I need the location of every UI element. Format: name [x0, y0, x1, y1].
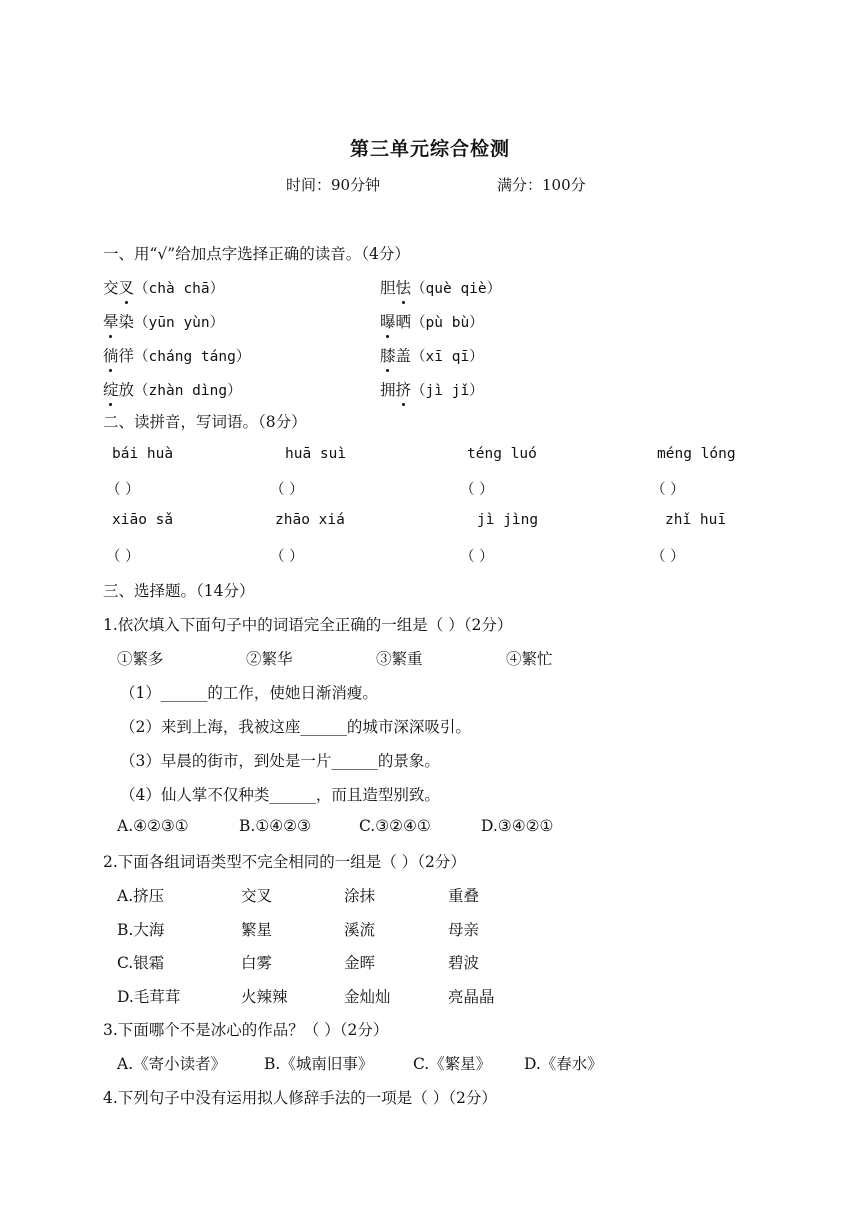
fill-sentence: （2）来到上海，我被这座______的城市深深吸引。 — [120, 718, 471, 736]
pinyin-label: téng luó — [467, 446, 537, 462]
question-3-stem: 3.下面哪个不是冰心的作品？（ ）（2分） — [103, 1021, 389, 1039]
answer-blank[interactable]: （ ） — [651, 549, 685, 565]
pinyin-label: méng lóng — [657, 446, 736, 462]
section-1-heading: 一、用“√”给加点字选择正确的读音。（4分） — [103, 245, 410, 263]
word-item: 溪流 — [344, 921, 376, 939]
question-4-stem: 4.下列句子中没有运用拟人修辞手法的一项是（ ）（2分） — [103, 1089, 497, 1107]
answer-blank[interactable]: （ ） — [106, 549, 140, 565]
word-item: 金灿灿 — [344, 988, 391, 1006]
pinyin-label: xiāo sǎ — [112, 512, 174, 528]
pinyin-label: bái huà — [112, 446, 174, 462]
pinyin-label: zhāo xiá — [275, 512, 345, 528]
word-item: 母亲 — [448, 921, 480, 939]
answer-blank[interactable]: （ ） — [651, 482, 685, 498]
question-1-stem: 1.依次填入下面句子中的词语完全正确的一组是（ ）（2分） — [103, 616, 513, 634]
fill-sentence: （1）______的工作，使她日渐消瘦。 — [120, 684, 378, 702]
question-2-stem: 2.下面各组词语类型不完全相同的一组是（ ）（2分） — [103, 853, 466, 871]
answer-choice[interactable]: A.④②③① — [117, 817, 189, 835]
answer-blank[interactable]: （ ） — [460, 482, 494, 498]
pinyin-label: zhǐ huī — [665, 512, 727, 528]
pronunciation-item: 膝盖（xī qī） — [380, 344, 484, 366]
pronunciation-item: 拥挤（jì jǐ） — [380, 378, 484, 400]
word-item: 火辣辣 — [241, 988, 288, 1006]
answer-choice[interactable]: D.毛茸茸 — [117, 988, 181, 1006]
pronunciation-item: 曝晒（pù bù） — [380, 310, 484, 332]
answer-choice[interactable]: A.挤压 — [117, 887, 165, 905]
pinyin-label: huā suì — [285, 446, 347, 462]
pronunciation-item: 绽放（zhàn dìng） — [103, 378, 242, 400]
word-item: 白雾 — [241, 954, 273, 972]
answer-blank[interactable]: （ ） — [270, 482, 304, 498]
answer-blank[interactable]: （ ） — [106, 482, 140, 498]
exam-score: 满分：100分 — [497, 176, 586, 194]
pronunciation-item: 晕染（yūn yùn） — [103, 310, 224, 332]
answer-choice[interactable]: A.《寄小读者》 — [117, 1055, 227, 1073]
answer-blank[interactable]: （ ） — [270, 549, 304, 565]
fill-sentence: （3）早晨的街市，到处是一片______的景象。 — [120, 752, 440, 770]
answer-blank[interactable]: （ ） — [460, 549, 494, 565]
word-item: 碧波 — [448, 954, 480, 972]
page-title: 第三单元综合检测 — [349, 138, 510, 160]
answer-choice[interactable]: D.③④②① — [481, 817, 554, 835]
answer-choice[interactable]: B.①④②③ — [239, 817, 311, 835]
exam-time: 时间：90分钟 — [286, 176, 381, 194]
pronunciation-item: 徜徉（cháng táng） — [103, 344, 250, 366]
word-item: 繁星 — [241, 921, 273, 939]
word-item: 金晖 — [344, 954, 376, 972]
answer-choice[interactable]: B.《城南旧事》 — [264, 1055, 374, 1073]
section-3-heading: 三、选择题。（14分） — [103, 582, 255, 600]
answer-choice[interactable]: B.大海 — [117, 921, 165, 939]
pronunciation-item: 胆怯（què qiè） — [380, 276, 501, 298]
pronunciation-item: 交叉（chà chā） — [103, 276, 224, 298]
word-item: 重叠 — [448, 887, 480, 905]
answer-choice[interactable]: C.《繁星》 — [413, 1055, 492, 1073]
word-option: ①繁多 — [117, 650, 164, 668]
word-item: 交叉 — [241, 887, 273, 905]
pinyin-label: jì jìng — [477, 512, 539, 528]
answer-choice[interactable]: C.银霜 — [117, 954, 165, 972]
fill-sentence: （4）仙人掌不仅种类______，而且造型别致。 — [120, 786, 440, 804]
word-option: ③繁重 — [376, 650, 423, 668]
section-2-heading: 二、读拼音，写词语。（8分） — [103, 413, 307, 431]
answer-choice[interactable]: C.③②④① — [359, 817, 431, 835]
word-option: ④繁忙 — [506, 650, 553, 668]
answer-choice[interactable]: D.《春水》 — [524, 1055, 603, 1073]
word-item: 亮晶晶 — [448, 988, 495, 1006]
word-item: 涂抹 — [344, 887, 376, 905]
word-option: ②繁华 — [246, 650, 293, 668]
